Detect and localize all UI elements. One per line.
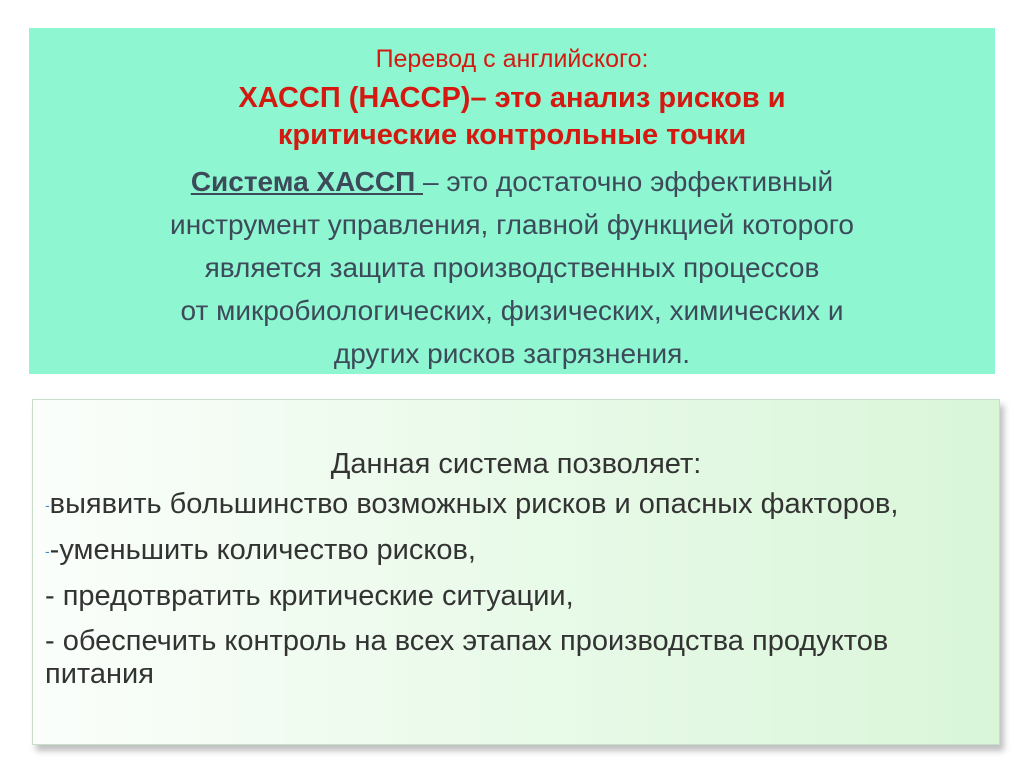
- list-item-text: - обеспечить контроль на всех этапах производства продуктов питания: [45, 624, 889, 690]
- haccp-system-term: Система ХАССП: [190, 166, 423, 197]
- benefits-box: [32, 399, 1000, 745]
- list-item-text: -уменьшить количество рисков,: [49, 533, 476, 566]
- desc-line-5: других рисков загрязнения.: [333, 338, 691, 369]
- list-item: [45, 625, 979, 691]
- bullet-mark: -: [45, 496, 50, 513]
- desc-line-2: инструмент управления, главной функцией которого: [170, 209, 854, 240]
- list-item: [45, 534, 979, 568]
- desc-line-4: от микробиологических, физических, химических и: [180, 295, 844, 326]
- haccp-description: [29, 160, 995, 375]
- bullet-mark: -: [45, 542, 50, 559]
- translation-note: Перевод с английского:: [375, 45, 649, 73]
- benefits-lead: Данная система позволяет:: [330, 448, 702, 480]
- list-item: [45, 488, 979, 522]
- title-line-2: критические контрольные точки: [277, 119, 747, 151]
- list-item-text: - предотвратить критические ситуации,: [45, 579, 574, 612]
- title-line-1: ХАССП (НАССР)– это анализ рисков и: [238, 82, 786, 114]
- haccp-title: [29, 80, 995, 154]
- desc-line-3: является защита производственных процессов: [204, 252, 820, 283]
- list-item: [45, 580, 979, 613]
- desc-line-1-rest: – это достаточно эффективный: [422, 166, 834, 197]
- benefits-list: [45, 488, 979, 703]
- desc-line-1: [29, 160, 995, 203]
- list-item-text: выявить большинство возможных рисков и опасных факторов,: [49, 488, 899, 520]
- definition-box: [29, 28, 995, 374]
